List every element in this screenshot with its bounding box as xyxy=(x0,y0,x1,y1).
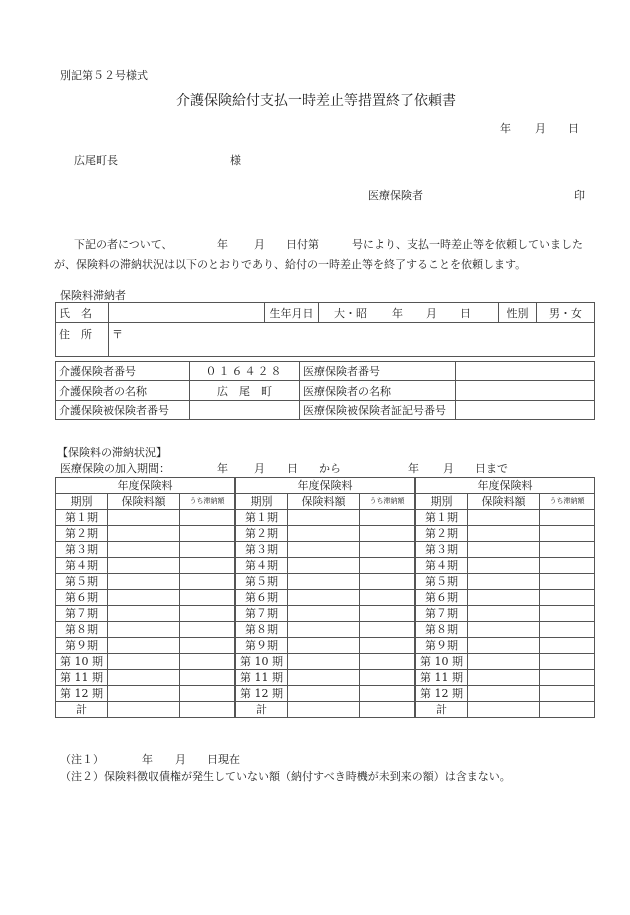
period-label: 第３期 xyxy=(56,542,108,558)
period-label: 第８期 xyxy=(56,622,108,638)
table-row xyxy=(56,574,235,590)
table-row xyxy=(416,510,595,526)
period-label: 第７期 xyxy=(416,606,468,622)
period-label: 第９期 xyxy=(416,638,468,654)
body-line1-rest: 号により、支払一時差止等を依頼していました xyxy=(352,238,583,251)
amount-cell[interactable] xyxy=(468,606,540,622)
overdue-cell[interactable] xyxy=(180,606,235,622)
table-row xyxy=(416,542,595,558)
body-line1-year: 年 xyxy=(217,238,228,251)
section1-title: 保険料滞納者 xyxy=(60,289,126,302)
col-period: 期別 xyxy=(236,494,288,510)
enroll-to-day: 日まで xyxy=(475,462,508,475)
overdue-cell[interactable] xyxy=(360,542,415,558)
col-overdue: うち滞納額 xyxy=(540,494,595,510)
table-row xyxy=(56,670,235,686)
body-line2: が、保険料の滞納状況は以下のとおりであり、給付の一時差止等を終了することを依頼します。 xyxy=(54,258,527,271)
table-row xyxy=(416,670,595,686)
overdue-cell[interactable] xyxy=(540,590,595,606)
enroll-from-day: 日 xyxy=(287,462,298,475)
birth-label: 生年月日 xyxy=(265,303,319,323)
table-row xyxy=(236,542,415,558)
amount-cell[interactable] xyxy=(468,510,540,526)
table-row xyxy=(416,606,595,622)
premium-table-2 xyxy=(235,477,415,718)
amount-cell[interactable] xyxy=(108,654,180,670)
overdue-cell[interactable] xyxy=(180,622,235,638)
body-line1-a: 下記の者について、 xyxy=(74,238,173,251)
form-number: 別記第５２号様式 xyxy=(60,69,148,82)
amount-cell[interactable] xyxy=(288,606,360,622)
enroll-label: 医療保険の加入期間： xyxy=(60,462,170,475)
period-label: 第６期 xyxy=(236,590,288,606)
med-insurer-number-field[interactable] xyxy=(456,362,595,381)
table-row xyxy=(416,622,595,638)
overdue-cell[interactable] xyxy=(360,526,415,542)
addressee-sama: 様 xyxy=(230,154,241,167)
enroll-from-suffix: から xyxy=(319,462,341,475)
overdue-cell[interactable] xyxy=(540,526,595,542)
period-label: 第 12 期 xyxy=(416,686,468,702)
period-label: 第５期 xyxy=(56,574,108,590)
table-row xyxy=(56,622,235,638)
col-overdue: うち滞納額 xyxy=(180,494,235,510)
total-label: 計 xyxy=(236,702,288,718)
table-row xyxy=(56,606,235,622)
name-label: 氏 名 xyxy=(56,303,109,323)
table-row xyxy=(236,686,415,702)
overdue-cell[interactable] xyxy=(180,542,235,558)
birth-field[interactable] xyxy=(319,303,499,323)
amount-cell[interactable] xyxy=(288,558,360,574)
amount-cell[interactable] xyxy=(288,638,360,654)
amount-cell[interactable] xyxy=(468,654,540,670)
table-row xyxy=(236,638,415,654)
care-insurer-number-value: ０１６４２８ xyxy=(190,362,300,381)
sex-options[interactable]: 男・女 xyxy=(537,303,595,323)
period-label: 第 10 期 xyxy=(236,654,288,670)
amount-cell[interactable] xyxy=(468,542,540,558)
overdue-cell[interactable] xyxy=(360,574,415,590)
table-row xyxy=(416,654,595,670)
era-options: 大・昭 xyxy=(334,306,367,320)
overdue-cell[interactable] xyxy=(540,654,595,670)
birth-day: 日 xyxy=(460,306,471,320)
overdue-cell[interactable] xyxy=(360,654,415,670)
overdue-cell[interactable] xyxy=(180,638,235,654)
amount-cell[interactable] xyxy=(108,558,180,574)
enroll-to-month: 月 xyxy=(443,462,454,475)
amount-cell[interactable] xyxy=(288,574,360,590)
amount-cell[interactable] xyxy=(468,670,540,686)
note2: （注２）保険料徴収債権が発生していない額（納付すべき時機が未到来の額）は含まない。 xyxy=(60,770,511,783)
amount-cell[interactable] xyxy=(108,622,180,638)
period-label: 第６期 xyxy=(416,590,468,606)
table-row xyxy=(236,606,415,622)
overdue-cell[interactable] xyxy=(540,622,595,638)
date-day: 日 xyxy=(568,122,579,135)
period-label: 第７期 xyxy=(56,606,108,622)
total-row xyxy=(416,702,595,718)
enroll-from-year: 年 xyxy=(217,462,228,475)
amount-cell[interactable] xyxy=(288,526,360,542)
overdue-cell[interactable] xyxy=(540,558,595,574)
date-year: 年 xyxy=(500,122,511,135)
period-label: 第４期 xyxy=(236,558,288,574)
period-label: 第 11 期 xyxy=(416,670,468,686)
total-label: 計 xyxy=(416,702,468,718)
birth-month: 月 xyxy=(426,306,437,320)
col-period: 期別 xyxy=(416,494,468,510)
overdue-cell[interactable] xyxy=(360,590,415,606)
table-row xyxy=(416,558,595,574)
table-row xyxy=(416,638,595,654)
amount-cell[interactable] xyxy=(108,510,180,526)
col-amount: 保険料額 xyxy=(108,494,180,510)
amount-cell[interactable] xyxy=(288,686,360,702)
amount-cell[interactable] xyxy=(468,558,540,574)
table-row xyxy=(56,590,235,606)
premium-table-1 xyxy=(55,477,235,718)
period-label: 第２期 xyxy=(236,526,288,542)
period-label: 第 11 期 xyxy=(236,670,288,686)
amount-cell[interactable] xyxy=(468,638,540,654)
overdue-cell[interactable] xyxy=(180,590,235,606)
insurer-table xyxy=(55,361,595,420)
overdue-cell[interactable] xyxy=(180,654,235,670)
total-overdue-cell[interactable] xyxy=(540,702,595,718)
table-row xyxy=(416,686,595,702)
amount-cell[interactable] xyxy=(108,574,180,590)
period-label: 第 10 期 xyxy=(416,654,468,670)
date-month: 月 xyxy=(535,122,546,135)
amount-cell[interactable] xyxy=(108,670,180,686)
amount-cell[interactable] xyxy=(468,686,540,702)
table-row xyxy=(56,510,235,526)
total-label: 計 xyxy=(56,702,108,718)
table-row xyxy=(56,542,235,558)
note1-suffix: 日現在 xyxy=(207,753,240,766)
overdue-cell[interactable] xyxy=(360,638,415,654)
addressee-town: 広尾町長 xyxy=(74,154,118,167)
note1-month: 月 xyxy=(175,753,186,766)
overdue-cell[interactable] xyxy=(540,510,595,526)
section2-title: 【保険料の滞納状況】 xyxy=(57,446,167,459)
period-label: 第 12 期 xyxy=(56,686,108,702)
period-label: 第５期 xyxy=(416,574,468,590)
sex-label: 性別 xyxy=(499,303,537,323)
body-line1-date: 日付第 xyxy=(286,238,319,251)
total-overdue-cell[interactable] xyxy=(360,702,415,718)
overdue-cell[interactable] xyxy=(360,558,415,574)
enroll-to-year: 年 xyxy=(408,462,419,475)
table-row xyxy=(416,590,595,606)
period-label: 第 11 期 xyxy=(56,670,108,686)
period-label: 第１期 xyxy=(236,510,288,526)
table-row xyxy=(236,558,415,574)
name-field[interactable] xyxy=(109,303,265,323)
overdue-cell[interactable] xyxy=(540,574,595,590)
overdue-cell[interactable] xyxy=(540,542,595,558)
amount-cell[interactable] xyxy=(468,590,540,606)
amount-cell[interactable] xyxy=(468,622,540,638)
table-row xyxy=(56,638,235,654)
overdue-cell[interactable] xyxy=(540,638,595,654)
person-table xyxy=(55,302,595,357)
overdue-cell[interactable] xyxy=(360,606,415,622)
table-row xyxy=(236,510,415,526)
table-row xyxy=(56,686,235,702)
table-row xyxy=(236,526,415,542)
amount-cell[interactable] xyxy=(288,622,360,638)
address-field[interactable] xyxy=(109,323,595,357)
table-row xyxy=(56,526,235,542)
premium-year-header: 年度保険料 xyxy=(416,478,595,494)
table-row xyxy=(236,654,415,670)
premium-table-3 xyxy=(415,477,595,718)
overdue-cell[interactable] xyxy=(180,686,235,702)
total-row xyxy=(236,702,415,718)
overdue-cell[interactable] xyxy=(180,526,235,542)
period-label: 第２期 xyxy=(56,526,108,542)
note1-year: 年 xyxy=(142,753,153,766)
table-row xyxy=(236,590,415,606)
care-insured-number-field[interactable] xyxy=(190,401,300,420)
amount-cell[interactable] xyxy=(468,574,540,590)
body-line1-month: 月 xyxy=(254,238,265,251)
overdue-cell[interactable] xyxy=(540,606,595,622)
amount-cell[interactable] xyxy=(288,670,360,686)
table-row xyxy=(236,670,415,686)
premium-year-header: 年度保険料 xyxy=(236,478,415,494)
col-period: 期別 xyxy=(56,494,108,510)
page-title: 介護保険給付支払一時差止等措置終了依頼書 xyxy=(176,93,456,109)
address-label: 住 所 xyxy=(56,323,109,357)
amount-cell[interactable] xyxy=(108,542,180,558)
table-row xyxy=(56,558,235,574)
total-row xyxy=(56,702,235,718)
premium-year-header: 年度保険料 xyxy=(56,478,235,494)
med-insurer-name-label: 医療保険者の名称 xyxy=(300,381,456,401)
care-insured-number-label: 介護保険被保険者番号 xyxy=(56,401,190,420)
sender-label: 医療保険者 xyxy=(368,189,423,202)
period-label: 第６期 xyxy=(56,590,108,606)
care-insurer-name-label: 介護保険者の名称 xyxy=(56,381,190,401)
period-label: 第 10 期 xyxy=(56,654,108,670)
amount-cell[interactable] xyxy=(288,654,360,670)
overdue-cell[interactable] xyxy=(360,670,415,686)
med-insurer-name-field[interactable] xyxy=(456,381,595,401)
overdue-cell[interactable] xyxy=(180,574,235,590)
table-row xyxy=(56,654,235,670)
birth-year: 年 xyxy=(392,306,403,320)
overdue-cell[interactable] xyxy=(180,510,235,526)
note1-label: （注１） xyxy=(60,753,104,766)
total-amount-cell[interactable] xyxy=(108,702,180,718)
period-label: 第１期 xyxy=(56,510,108,526)
period-label: 第２期 xyxy=(416,526,468,542)
care-insurer-number-label: 介護保険者番号 xyxy=(56,362,190,381)
overdue-cell[interactable] xyxy=(360,622,415,638)
amount-cell[interactable] xyxy=(288,510,360,526)
total-overdue-cell[interactable] xyxy=(180,702,235,718)
overdue-cell[interactable] xyxy=(360,510,415,526)
period-label: 第８期 xyxy=(416,622,468,638)
med-insured-number-label: 医療保険被保険者証記号番号 xyxy=(300,401,456,420)
amount-cell[interactable] xyxy=(288,542,360,558)
period-label: 第９期 xyxy=(236,638,288,654)
table-row xyxy=(416,574,595,590)
amount-cell[interactable] xyxy=(468,526,540,542)
overdue-cell[interactable] xyxy=(540,686,595,702)
amount-cell[interactable] xyxy=(108,590,180,606)
period-label: 第１期 xyxy=(416,510,468,526)
period-label: 第４期 xyxy=(56,558,108,574)
amount-cell[interactable] xyxy=(108,686,180,702)
amount-cell[interactable] xyxy=(108,526,180,542)
table-row xyxy=(236,574,415,590)
amount-cell[interactable] xyxy=(108,638,180,654)
period-label: 第３期 xyxy=(236,542,288,558)
overdue-cell[interactable] xyxy=(540,670,595,686)
enroll-from-month: 月 xyxy=(254,462,265,475)
period-label: 第４期 xyxy=(416,558,468,574)
table-row xyxy=(416,526,595,542)
col-overdue: うち滞納額 xyxy=(360,494,415,510)
col-amount: 保険料額 xyxy=(468,494,540,510)
seal-mark: 印 xyxy=(574,189,585,202)
care-insurer-name-value: 広 尾 町 xyxy=(190,381,300,401)
med-insurer-number-label: 医療保険者番号 xyxy=(300,362,456,381)
table-row xyxy=(236,622,415,638)
total-amount-cell[interactable] xyxy=(288,702,360,718)
total-amount-cell[interactable] xyxy=(468,702,540,718)
overdue-cell[interactable] xyxy=(180,670,235,686)
amount-cell[interactable] xyxy=(288,590,360,606)
period-label: 第５期 xyxy=(236,574,288,590)
postal-mark: 〒 xyxy=(112,328,123,341)
col-amount: 保険料額 xyxy=(288,494,360,510)
period-label: 第 12 期 xyxy=(236,686,288,702)
med-insured-number-field[interactable] xyxy=(456,401,595,420)
amount-cell[interactable] xyxy=(108,606,180,622)
overdue-cell[interactable] xyxy=(360,686,415,702)
period-label: 第８期 xyxy=(236,622,288,638)
overdue-cell[interactable] xyxy=(180,558,235,574)
period-label: 第７期 xyxy=(236,606,288,622)
period-label: 第３期 xyxy=(416,542,468,558)
period-label: 第９期 xyxy=(56,638,108,654)
